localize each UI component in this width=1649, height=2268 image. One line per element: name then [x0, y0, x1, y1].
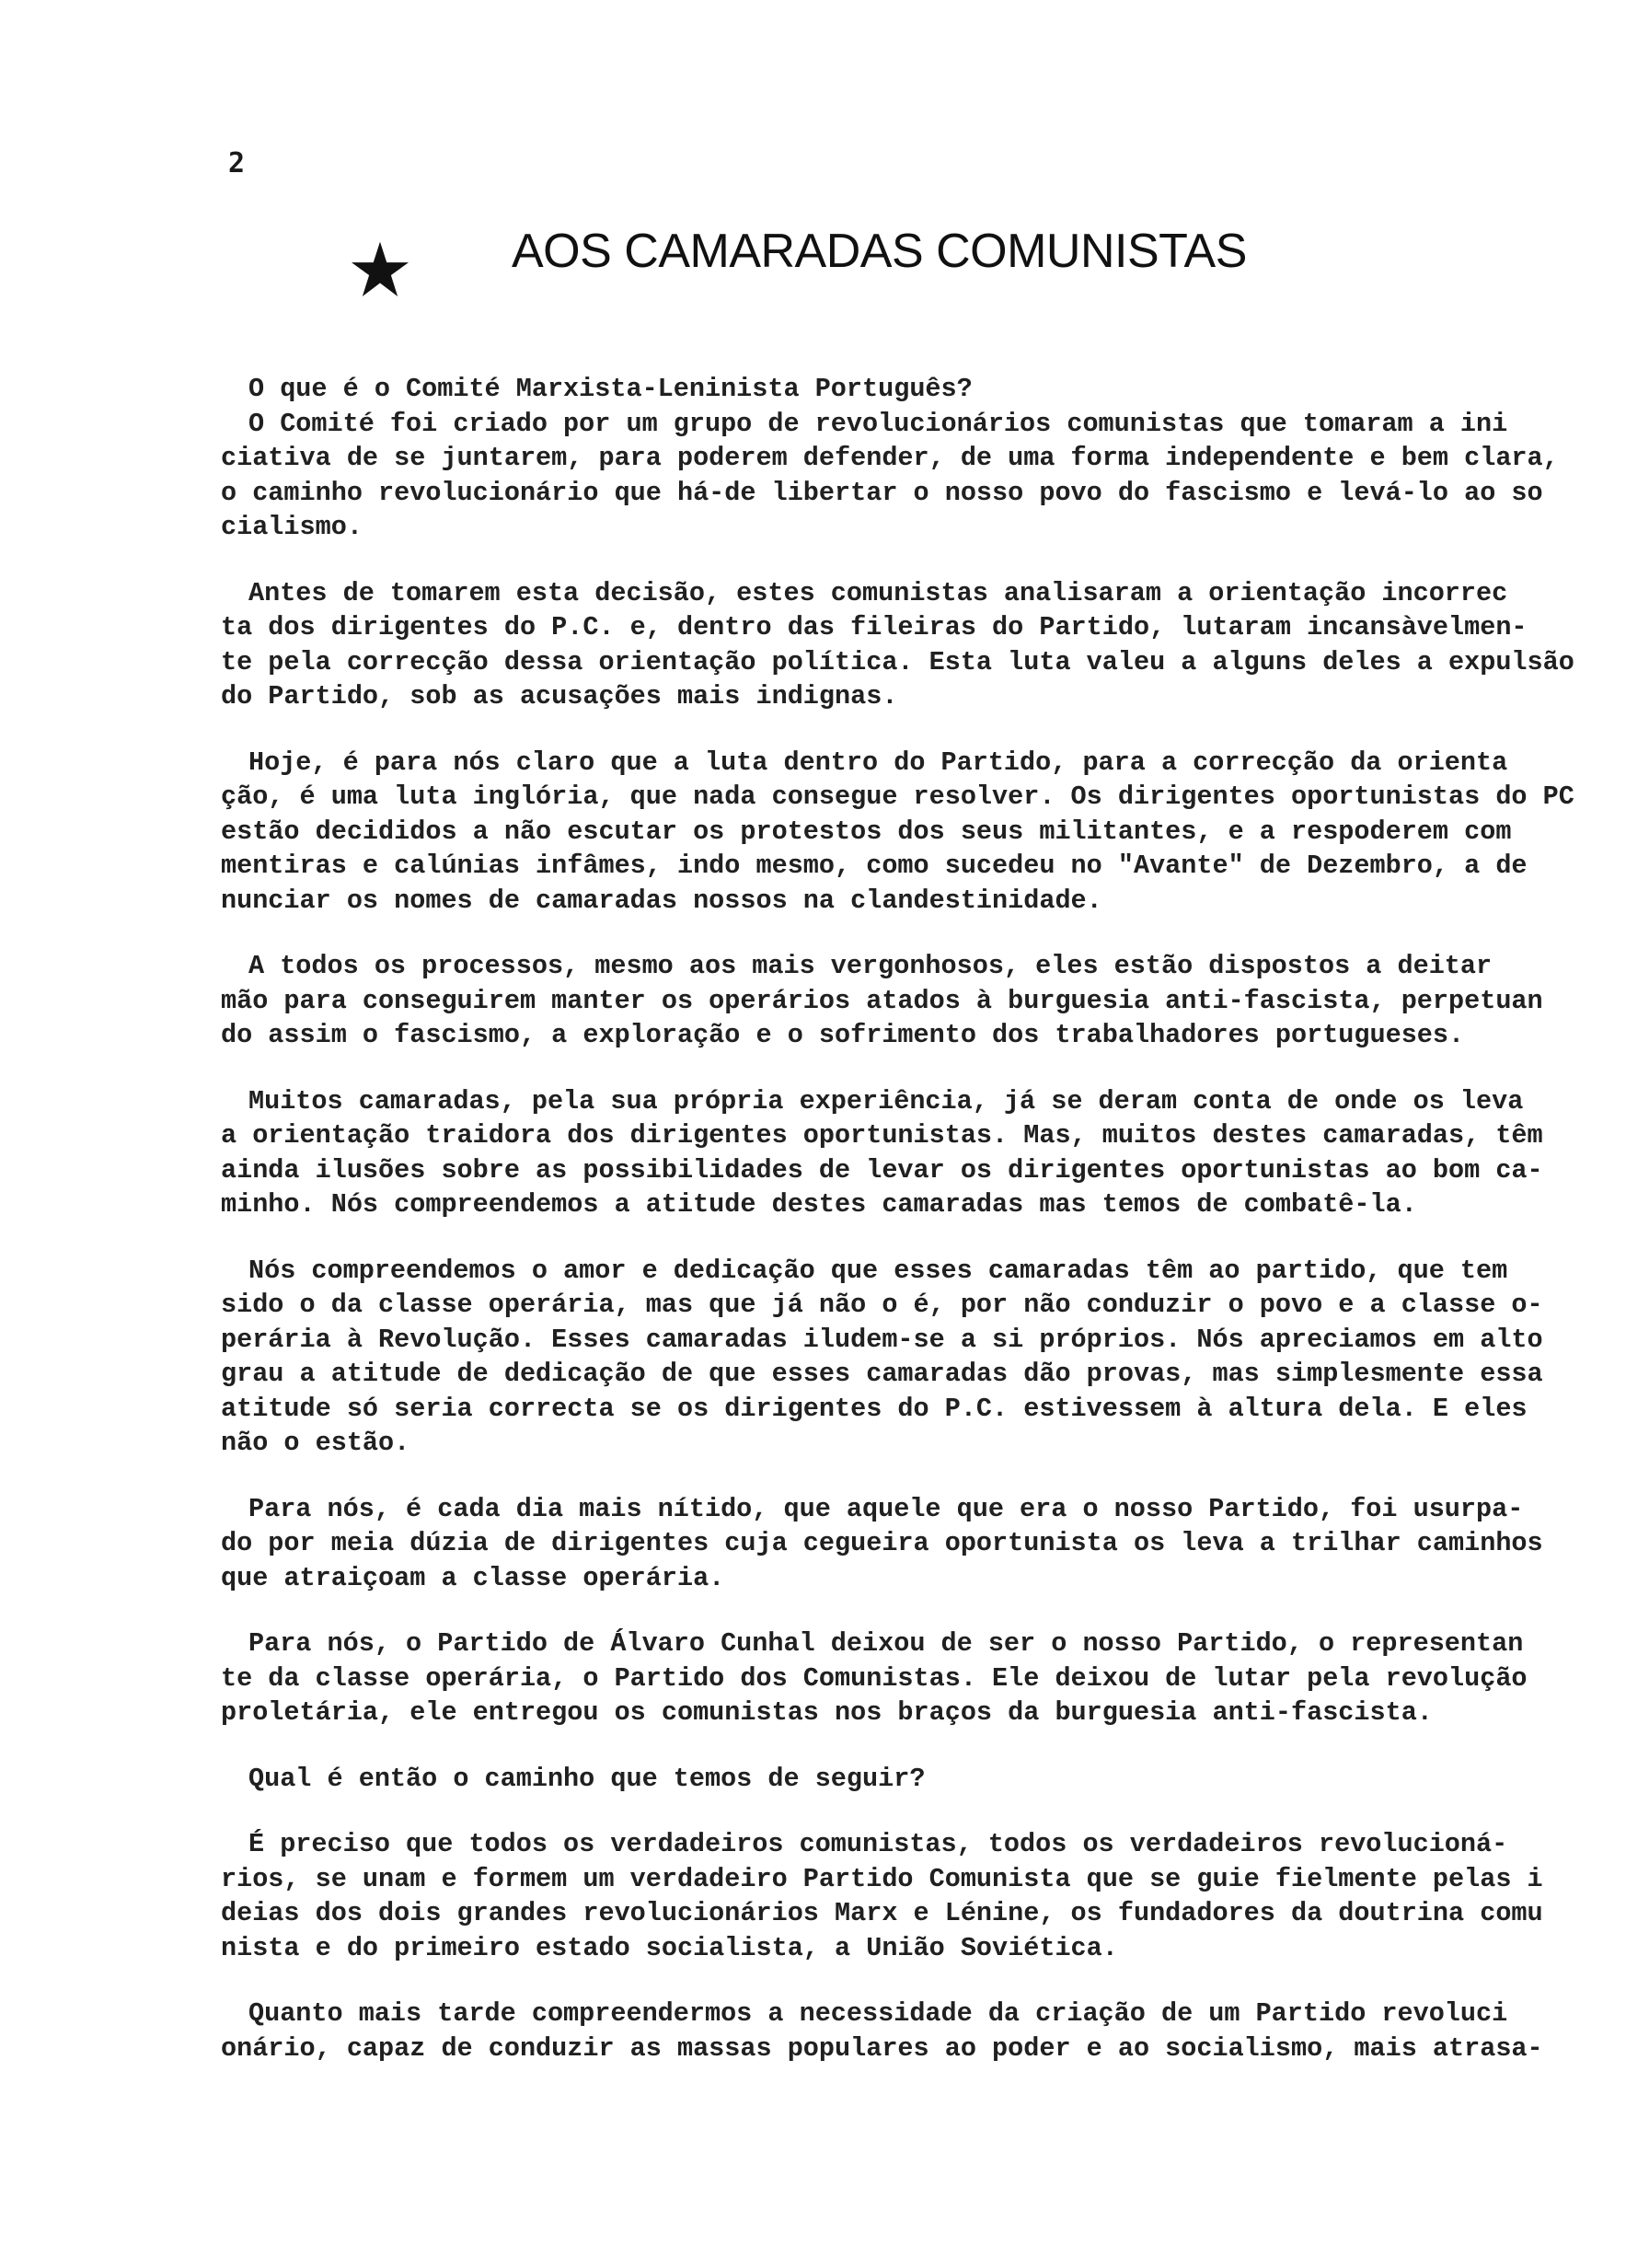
paragraph	[221, 1626, 1592, 1730]
text-line: mentiras e calúnias infâmes, indo mesmo, como sucedeu no "Avante" de Dezembro, a de	[221, 850, 1528, 881]
text-line: a orientação traidora dos dirigentes oportunistas. Mas, muitos destes camaradas, têm	[221, 1120, 1543, 1151]
article-body	[221, 372, 1592, 2097]
text-line: perária à Revolução. Esses camaradas iludem-se a si próprios. Nós apreciamos em alto	[221, 1324, 1543, 1355]
paragraph	[221, 746, 1592, 919]
paragraph	[221, 1762, 1592, 1797]
paragraph	[221, 1827, 1592, 1965]
text-line: do assim o fascismo, a exploração e o sofrimento dos trabalhadores portugueses.	[221, 1020, 1465, 1050]
paragraph	[221, 576, 1592, 714]
text-line: atitude só seria correcta se os dirigentes do P.C. estivessem à altura dela. E eles	[221, 1393, 1528, 1424]
text-line: nunciar os nomes de camaradas nossos na clandestinidade.	[221, 885, 1102, 916]
text-line: do Partido, sob as acusações mais indignas.	[221, 681, 898, 712]
text-line: Quanto mais tarde compreendermos a necessidade da criação de um Partido revoluci	[248, 1998, 1508, 2029]
text-line: minho. Nós compreendemos a atitude destes camaradas mas temos de combatê-la.	[221, 1189, 1417, 1220]
text-line: Muitos camaradas, pela sua própria experiência, já se deram conta de onde os leva	[248, 1085, 1524, 1117]
text-line: sido o da classe operária, mas que já não o é, por não conduzir o povo e a classe o-	[221, 1290, 1543, 1320]
text-line: mão para conseguirem manter os operários atados à burguesia anti-fascista, perpetuan	[221, 985, 1543, 1016]
text-line: deias dos dois grandes revolucionários Marx e Lénine, os fundadores da doutrina comu	[221, 1898, 1543, 1928]
text-line: nista e do primeiro estado socialista, a União Soviética.	[221, 1932, 1118, 1963]
text-line: O Comité foi criado por um grupo de revolucionários comunistas que tomaram a ini	[248, 408, 1508, 439]
paragraph	[221, 949, 1592, 1053]
text-line: ta dos dirigentes do P.C. e, dentro das fileiras do Partido, lutaram incansàvelmen-	[221, 612, 1528, 642]
star-icon	[350, 239, 410, 300]
paragraph	[221, 1996, 1592, 2066]
text-line: É preciso que todos os verdadeiros comunistas, todos os verdadeiros revolucioná-	[248, 1829, 1508, 1859]
text-line: do por meia dúzia de dirigentes cuja cegueira oportunista os leva a trilhar caminhos	[221, 1528, 1543, 1558]
text-line: ciativa de se juntarem, para poderem defender, de uma forma independente e bem clara,	[221, 443, 1559, 473]
text-line: A todos os processos, mesmo aos mais vergonhosos, eles estão dispostos a deitar	[248, 951, 1493, 981]
text-line: o caminho revolucionário que há-de libertar o nosso povo do fascismo e levá-lo ao so	[221, 477, 1543, 508]
text-line: O que é o Comité Marxista-Leninista Português?	[248, 374, 973, 404]
text-line: te da classe operária, o Partido dos Comunistas. Ele deixou de lutar pela revolução	[221, 1662, 1528, 1694]
text-line: te pela correcção dessa orientação política. Esta luta valeu a alguns deles a expulsão	[221, 646, 1574, 677]
text-line: não o estão.	[221, 1428, 410, 1458]
text-line: Antes de tomarem esta decisão, estes comunistas analisaram a orientação incorrec	[248, 577, 1508, 608]
text-line: ainda ilusões sobre as possibilidades de levar os dirigentes oportunistas ao bom ca-	[221, 1154, 1543, 1186]
text-line: Nós compreendemos o amor e dedicação que esses camaradas têm ao partido, que tem	[248, 1255, 1508, 1286]
paragraph	[221, 1492, 1592, 1596]
paragraph	[221, 372, 1592, 407]
page-header	[350, 202, 1247, 300]
text-line: ção, é uma luta inglória, que nada consegue resolver. Os dirigentes oportunistas do PC	[221, 781, 1574, 812]
page-title: AOS CAMARADAS COMUNISTAS	[512, 225, 1247, 278]
text-line: estão decididos a não escutar os protestos dos seus militantes, e a respoderem com	[221, 816, 1512, 847]
text-line: rios, se unam e formem um verdadeiro Partido Comunista que se guie fielmente pelas i	[221, 1863, 1543, 1894]
paragraph	[221, 1084, 1592, 1222]
text-line: onário, capaz de conduzir as massas populares ao poder e ao socialismo, mais atrasa-	[221, 2032, 1543, 2064]
text-line: que atraiçoam a classe operária.	[221, 1562, 725, 1593]
page-number: 2	[228, 147, 246, 179]
text-line: Para nós, é cada dia mais nítido, que aquele que era o nosso Partido, foi usurpa-	[248, 1493, 1524, 1524]
paragraph	[221, 1254, 1592, 1461]
text-line: cialismo.	[221, 512, 363, 542]
text-line: grau a atitude de dedicação de que esses camaradas dão provas, mas simplesmente essa	[221, 1359, 1543, 1389]
text-line: Para nós, o Partido de Álvaro Cunhal deixou de ser o nosso Partido, o representan	[248, 1628, 1524, 1659]
text-line: Qual é então o caminho que temos de seguir?	[248, 1763, 926, 1794]
paragraph	[221, 407, 1592, 545]
text-line: proletária, ele entregou os comunistas nos braços da burguesia anti-fascista.	[221, 1697, 1433, 1728]
text-line: Hoje, é para nós claro que a luta dentro do Partido, para a correcção da orienta	[248, 746, 1508, 778]
